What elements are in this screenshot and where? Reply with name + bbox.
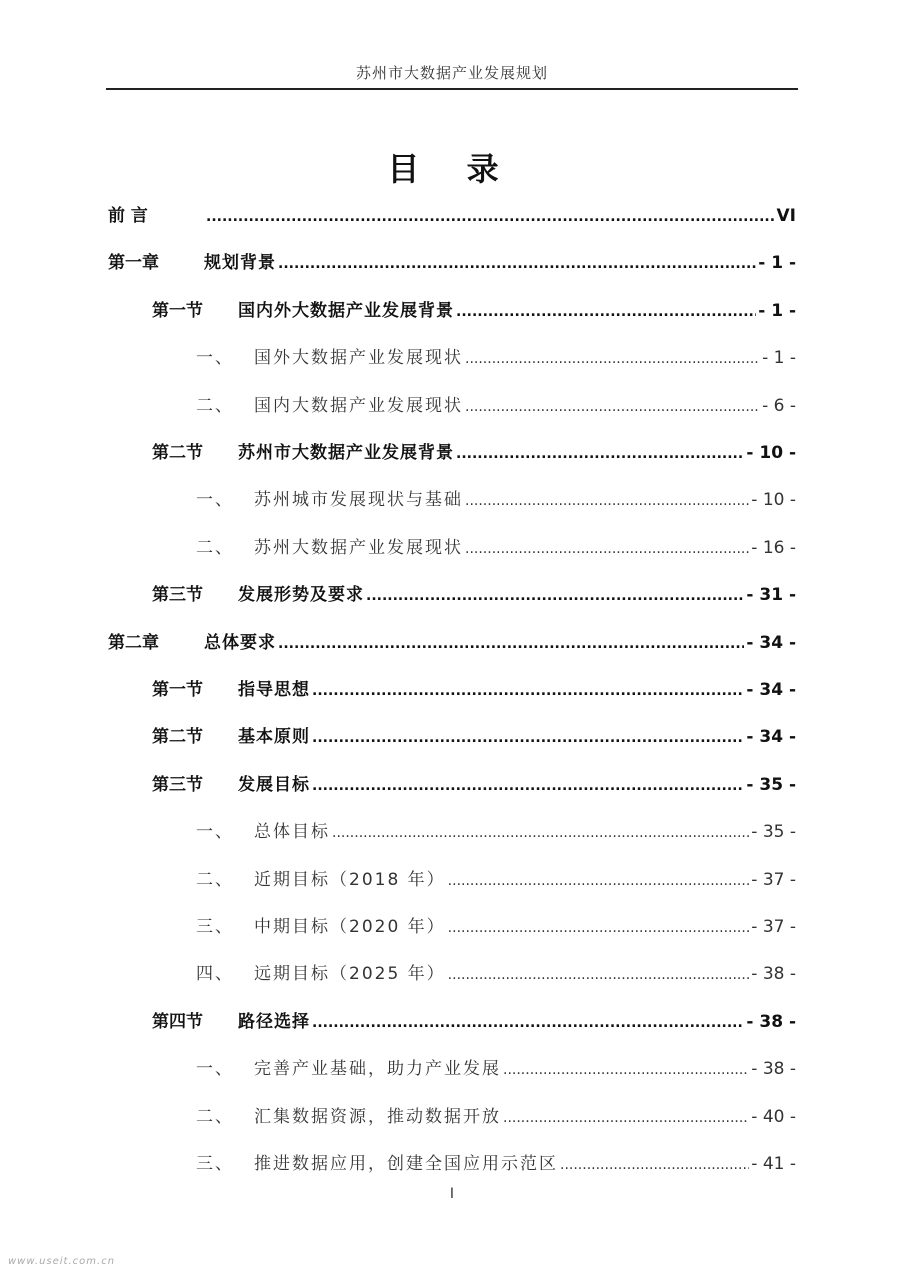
toc-entry[interactable] xyxy=(196,913,796,941)
toc-dot-leader xyxy=(503,1056,749,1084)
toc-entry-title: 发展目标 xyxy=(238,775,310,795)
toc-entry-page: - 34 - xyxy=(746,680,796,700)
running-header: 苏州市大数据产业发展规划 xyxy=(355,64,548,82)
toc-entry[interactable] xyxy=(196,344,796,372)
toc-entry[interactable] xyxy=(196,486,796,514)
toc-entry-number: 一、 xyxy=(196,490,234,510)
toc-entry-title: 基本原则 xyxy=(238,727,310,747)
toc-dot-leader xyxy=(456,298,756,326)
watermark: www.useit.com.cn xyxy=(8,1256,116,1267)
toc-dot-leader xyxy=(278,630,744,658)
toc-entry-page: - 37 - xyxy=(751,870,796,890)
toc-entry[interactable] xyxy=(152,297,796,325)
toc-entry[interactable] xyxy=(152,771,796,799)
toc-entry-number: 第一节 xyxy=(152,301,203,321)
toc-dot-leader xyxy=(366,582,744,610)
toc-entry[interactable] xyxy=(152,676,796,704)
toc-entry-title: 汇集数据资源，推动数据开放 xyxy=(254,1107,501,1127)
toc-entry-title: 近期目标（2018 年） xyxy=(254,870,446,890)
toc-entry-number: 三、 xyxy=(196,917,234,937)
toc-entry-number: 一、 xyxy=(196,822,234,842)
toc-entry[interactable] xyxy=(108,629,796,657)
toc-entry-title: 苏州市大数据产业发展背景 xyxy=(238,443,454,463)
toc-entry-page: - 37 - xyxy=(751,917,796,937)
toc-dot-leader xyxy=(448,867,750,895)
footer-page-number: I xyxy=(449,1186,455,1202)
toc-entry-number: 三、 xyxy=(196,1154,234,1174)
toc-entry-title: 国外大数据产业发展现状 xyxy=(254,348,463,368)
toc-dot-leader xyxy=(465,535,749,563)
toc-dot-leader xyxy=(206,203,775,231)
toc-entry[interactable] xyxy=(196,392,796,420)
toc-dot-leader xyxy=(332,819,749,847)
toc-entry-title: 苏州城市发展现状与基础 xyxy=(254,490,463,510)
toc-entry-title: 指导思想 xyxy=(238,680,310,700)
toc-dot-leader xyxy=(312,677,744,705)
toc-entry-page: - 1 - xyxy=(758,253,796,273)
toc-entry-number: 第一节 xyxy=(152,680,203,700)
toc-entry-number: 二、 xyxy=(196,396,234,416)
toc-entry-title: 路径选择 xyxy=(238,1012,310,1032)
toc-entry[interactable] xyxy=(196,1150,796,1178)
toc-dot-leader xyxy=(560,1151,749,1179)
toc-entry-page: - 6 - xyxy=(762,396,796,416)
toc-entry-number: 一、 xyxy=(196,348,234,368)
toc-entry-page: - 38 - xyxy=(751,964,796,984)
toc-dot-leader xyxy=(312,724,744,752)
page-title: 目 录 xyxy=(387,150,517,188)
toc-entry-number: 第二节 xyxy=(152,727,203,747)
toc-entry-title: 国内大数据产业发展现状 xyxy=(254,396,463,416)
toc-entry[interactable] xyxy=(196,960,796,988)
toc-entry-number: 第三节 xyxy=(152,775,203,795)
toc-entry-page: - 10 - xyxy=(746,443,796,463)
toc-entry-page: - 10 - xyxy=(751,490,796,510)
toc-entry-page: - 38 - xyxy=(751,1059,796,1079)
toc-entry-title: 国内外大数据产业发展背景 xyxy=(238,301,454,321)
toc-entry[interactable] xyxy=(152,439,796,467)
toc-entry-number: 第二节 xyxy=(152,443,203,463)
toc-entry[interactable] xyxy=(196,534,796,562)
toc-dot-leader xyxy=(312,772,744,800)
toc-dot-leader xyxy=(503,1104,749,1132)
toc-entry[interactable] xyxy=(196,818,796,846)
toc-dot-leader xyxy=(465,345,760,373)
toc-entry[interactable] xyxy=(152,581,796,609)
toc-entry-title: 完善产业基础，助力产业发展 xyxy=(254,1059,501,1079)
toc-dot-leader xyxy=(278,250,756,278)
toc-entry-page: - 34 - xyxy=(746,633,796,653)
toc-entry[interactable] xyxy=(152,723,796,751)
toc-entry-title: 总体目标 xyxy=(254,822,330,842)
toc-entry-number: 二、 xyxy=(196,870,234,890)
toc-entry[interactable] xyxy=(108,249,796,277)
toc-entry[interactable] xyxy=(108,202,796,230)
toc-entry-title: 规划背景 xyxy=(204,253,276,273)
toc-entry-page: - 16 - xyxy=(751,538,796,558)
toc-entry[interactable] xyxy=(196,1055,796,1083)
toc-entry-page: - 35 - xyxy=(751,822,796,842)
toc-entry-title: 推进数据应用，创建全国应用示范区 xyxy=(254,1154,558,1174)
toc-entry-page: - 1 - xyxy=(758,301,796,321)
toc-entry[interactable] xyxy=(196,866,796,894)
toc-entry-title: 远期目标（2025 年） xyxy=(254,964,446,984)
toc-dot-leader xyxy=(448,961,750,989)
toc-entry-number: 前 言 xyxy=(108,206,148,226)
toc-dot-leader xyxy=(448,914,750,942)
toc-entry-page: VI xyxy=(776,206,796,226)
toc-entry-page: - 34 - xyxy=(746,727,796,747)
toc-entry-page: - 38 - xyxy=(746,1012,796,1032)
toc-dot-leader xyxy=(465,393,760,421)
toc-entry-title: 总体要求 xyxy=(204,633,276,653)
toc-entry-page: - 1 - xyxy=(762,348,796,368)
toc-dot-leader xyxy=(456,440,744,468)
toc-entry-number: 第一章 xyxy=(108,253,159,273)
toc-entry-number: 第三节 xyxy=(152,585,203,605)
toc-entry-number: 二、 xyxy=(196,538,234,558)
toc-entry-page: - 41 - xyxy=(751,1154,796,1174)
toc-entry-number: 四、 xyxy=(196,964,234,984)
toc-entry[interactable] xyxy=(152,1008,796,1036)
toc-entry-number: 第四节 xyxy=(152,1012,203,1032)
toc-entry-title: 苏州大数据产业发展现状 xyxy=(254,538,463,558)
toc-dot-leader xyxy=(465,487,749,515)
toc-entry-page: - 31 - xyxy=(746,585,796,605)
toc-entry[interactable] xyxy=(196,1103,796,1131)
toc-entry-page: - 35 - xyxy=(746,775,796,795)
toc-entry-number: 第二章 xyxy=(108,633,159,653)
toc-entry-title: 发展形势及要求 xyxy=(238,585,364,605)
toc-entry-number: 二、 xyxy=(196,1107,234,1127)
toc-entry-page: - 40 - xyxy=(751,1107,796,1127)
toc-entry-title: 中期目标（2020 年） xyxy=(254,917,446,937)
toc-dot-leader xyxy=(312,1009,744,1037)
toc-entry-number: 一、 xyxy=(196,1059,234,1079)
